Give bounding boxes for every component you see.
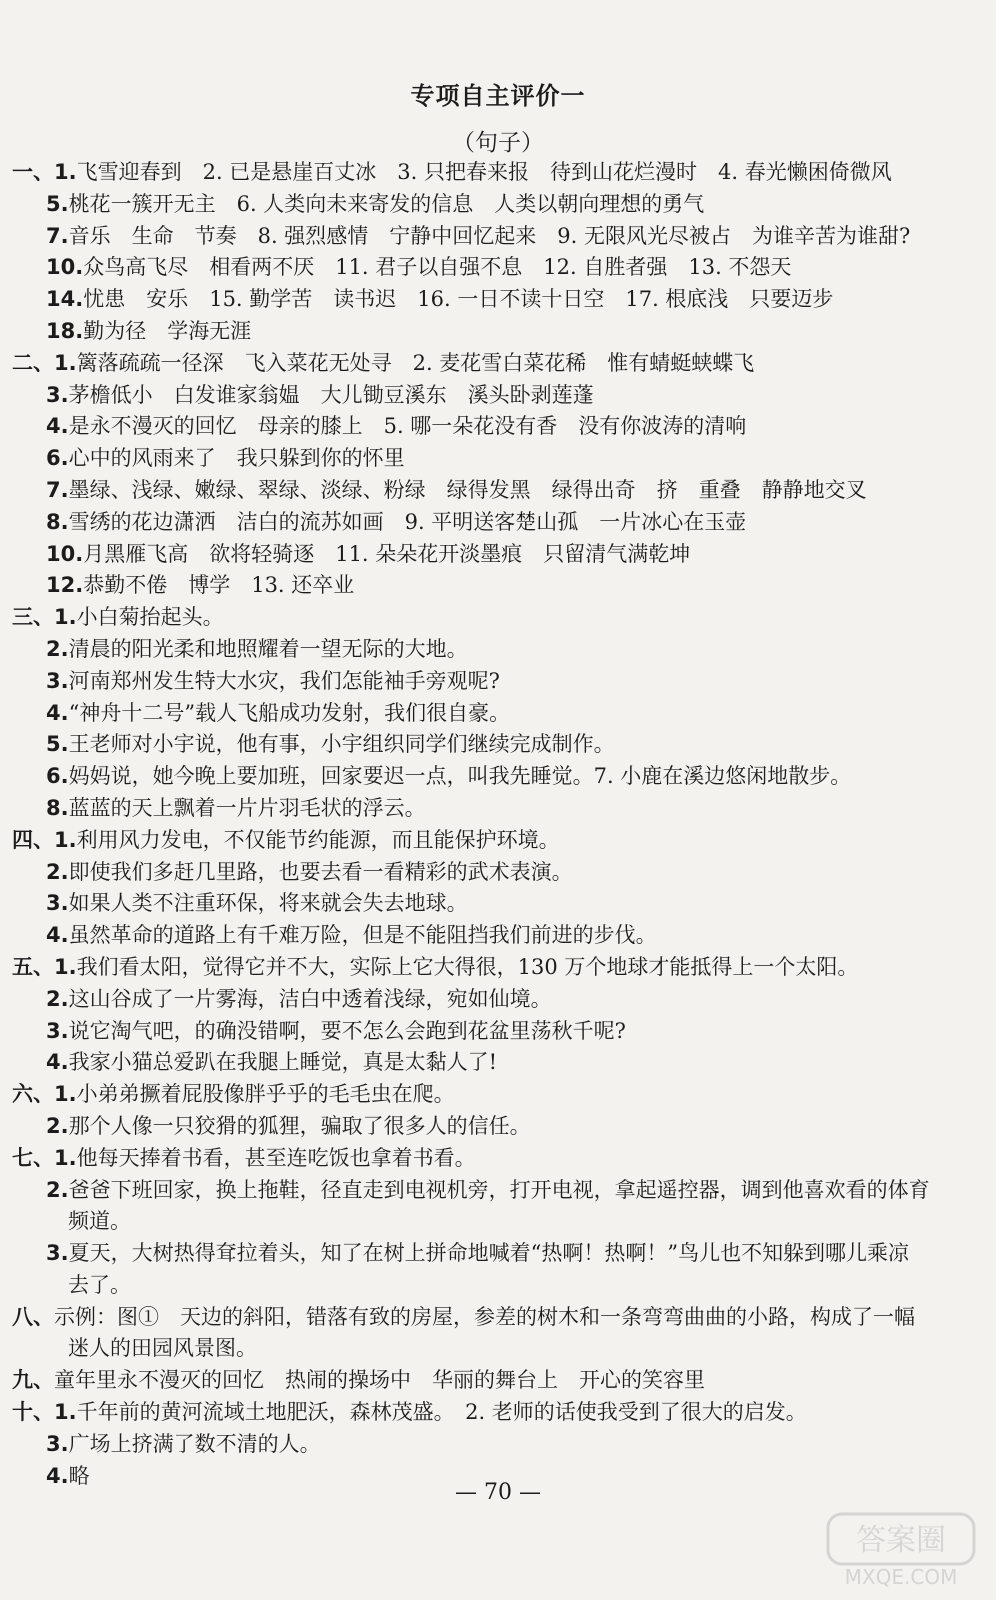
answer-text: 忧患 安乐 15. 勤学苦 读书迟 16. 一日不读十日空 17. 根底浅 只要迈步 xyxy=(83,287,834,312)
item-number: 5. xyxy=(46,191,69,216)
answer-line xyxy=(12,252,992,284)
answer-text: 童年里永不漫灭的回忆 热闹的操场中 华丽的舞台上 开心的笑容里 xyxy=(54,1368,705,1393)
item-number: 1. xyxy=(54,160,77,184)
answer-line xyxy=(12,157,992,189)
answer-text: 是永不漫灭的回忆 母亲的膝上 5. 哪一朵花没有香 没有你波涛的清响 xyxy=(68,414,747,439)
answer-line xyxy=(12,1079,992,1111)
answer-text: 桃花一簇开无主 6. 人类向未来寄发的信息 人类以朝向理想的勇气 xyxy=(68,191,705,216)
answer-line xyxy=(12,825,992,857)
item-number: 2. xyxy=(46,1177,69,1202)
answer-line xyxy=(12,539,992,571)
section-label: 八、 xyxy=(12,1304,54,1329)
answer-line xyxy=(12,1206,992,1238)
item-number: 8. xyxy=(46,509,69,534)
item-number: 4. xyxy=(46,414,69,439)
svg-text:MXQE.COM: MXQE.COM xyxy=(844,1565,958,1589)
section-label: 二、 xyxy=(12,350,54,375)
answer-line xyxy=(12,1238,992,1270)
answer-text: 飞雪迎春到 2. 已是悬崖百丈冰 3. 只把春来报 待到山花烂漫时 4. 春光懒困倚微风 xyxy=(76,160,892,184)
answer-line xyxy=(12,1047,992,1079)
section-label: 七、 xyxy=(12,1145,54,1170)
answer-line xyxy=(12,1365,992,1397)
answer-text: 心中的风雨来了 我只躲到你的怀里 xyxy=(68,446,405,471)
answer-line xyxy=(12,1333,992,1365)
answer-line xyxy=(12,1111,992,1143)
answer-text: 示例：图① 天边的斜阳，错落有致的房屋，参差的树木和一条弯弯曲曲的小路，构成了一幅 xyxy=(54,1304,915,1329)
answer-line xyxy=(12,793,992,825)
item-number: 5. xyxy=(46,732,69,757)
answer-line xyxy=(12,380,992,412)
page-title: 专项自主评价一 xyxy=(410,82,586,110)
item-number: 1. xyxy=(54,605,77,630)
page-subtitle: （句子） xyxy=(452,130,544,156)
answer-line xyxy=(12,698,992,730)
answer-text: 广场上挤满了数不清的人。 xyxy=(68,1431,321,1456)
item-number: 3. xyxy=(46,1018,69,1043)
answer-text: 迷人的田园风景图。 xyxy=(68,1336,257,1361)
item-number: 10. xyxy=(46,541,84,566)
answer-line xyxy=(12,1270,992,1302)
answer-line xyxy=(12,475,992,507)
answer-text: 去了。 xyxy=(68,1272,131,1297)
item-number: 6. xyxy=(46,764,69,789)
answer-text: 虽然革命的道路上有千难万险，但是不能阻挡我们前进的步伐。 xyxy=(68,923,657,948)
answer-line xyxy=(12,316,992,348)
answer-line xyxy=(12,570,992,602)
answer-text: 如果人类不注重环保，将来就会失去地球。 xyxy=(68,891,468,916)
item-number: 8. xyxy=(46,795,69,820)
answer-text: 这山谷成了一片雾海，洁白中透着浅绿，宛如仙境。 xyxy=(68,986,552,1011)
answer-text: 略 xyxy=(68,1463,90,1488)
answer-text: 利用风力发电，不仅能节约能源，而且能保护环境。 xyxy=(76,827,560,852)
answer-text: 恭勤不倦 博学 13. 还卒业 xyxy=(83,573,355,598)
item-number: 1. xyxy=(54,350,77,375)
section-label: 三、 xyxy=(12,605,54,630)
answer-line xyxy=(12,666,992,698)
item-number: 6. xyxy=(46,446,69,471)
answer-line xyxy=(12,888,992,920)
answer-text: 那个人像一只狡猾的狐狸，骗取了很多人的信任。 xyxy=(68,1113,531,1138)
item-number: 2. xyxy=(46,636,69,661)
answer-line xyxy=(12,284,992,316)
answer-text: 雪绣的花边潇洒 洁白的流苏如画 9. 平明送客楚山孤 一片冰心在玉壶 xyxy=(68,509,747,534)
item-number: 3. xyxy=(46,891,69,916)
answer-text: 月黑雁飞高 欲将轻骑逐 11. 朵朵花开淡墨痕 只留清气满乾坤 xyxy=(83,541,691,566)
item-number: 1. xyxy=(54,827,77,852)
answer-text: 说它淘气吧，的确没错啊，要不怎么会跑到花盆里荡秋千呢? xyxy=(68,1018,626,1043)
answer-text: 篱落疏疏一径深 飞入菜花无处寻 2. 麦花雪白菜花稀 惟有蜻蜓蛱蝶飞 xyxy=(76,350,755,375)
answer-line xyxy=(12,952,992,984)
watermark-logo-icon xyxy=(826,1510,976,1590)
answer-text: 我家小猫总爱趴在我腿上睡觉，真是太黏人了! xyxy=(68,1050,498,1075)
answer-line xyxy=(12,507,992,539)
section-label: 四、 xyxy=(12,827,54,852)
answer-text: 茅檐低小 白发谁家翁媪 大儿锄豆溪东 溪头卧剥莲蓬 xyxy=(68,382,594,407)
item-number: 1. xyxy=(54,1145,77,1170)
item-number: 1. xyxy=(54,954,77,979)
answer-text: 河南郑州发生特大水灾，我们怎能袖手旁观呢? xyxy=(68,668,500,693)
item-number: 4. xyxy=(46,1050,69,1075)
answer-line xyxy=(12,602,992,634)
item-number: 7. xyxy=(46,477,69,502)
item-number: 3. xyxy=(46,668,69,693)
answer-line xyxy=(12,443,992,475)
answer-text: “神舟十二号”载人飞船成功发射，我们很自豪。 xyxy=(68,700,511,725)
answer-line xyxy=(12,729,992,761)
answer-text: 蓝蓝的天上飘着一片片羽毛状的浮云。 xyxy=(68,795,426,820)
answer-line xyxy=(12,189,992,221)
answer-line xyxy=(12,1397,992,1429)
item-number: 4. xyxy=(46,1463,69,1488)
answer-text: 众鸟高飞尽 相看两不厌 11. 君子以自强不息 12. 自胜者强 13. 不怨天 xyxy=(83,255,792,280)
answer-content xyxy=(12,157,992,1492)
item-number: 7. xyxy=(46,223,69,248)
answer-line xyxy=(12,984,992,1016)
item-number: 3. xyxy=(46,1241,69,1266)
answer-line xyxy=(12,1143,992,1175)
item-number: 4. xyxy=(46,923,69,948)
answer-line xyxy=(12,221,992,253)
answer-text: 夏天，大树热得耷拉着头，知了在树上拼命地喊着“热啊！热啊！”鸟儿也不知躲到哪儿乘凉 xyxy=(68,1241,910,1266)
item-number: 3. xyxy=(46,382,69,407)
item-number: 3. xyxy=(46,1431,69,1456)
answer-text: 勤为径 学海无涯 xyxy=(83,318,252,343)
answer-line xyxy=(12,634,992,666)
answer-text: 小白菊抬起头。 xyxy=(76,605,224,630)
item-number: 1. xyxy=(54,1400,77,1425)
item-number: 18. xyxy=(46,318,84,343)
item-number: 12. xyxy=(46,573,84,598)
answer-text: 王老师对小宇说，他有事，小宇组织同学们继续完成制作。 xyxy=(68,732,615,757)
answer-text: 他每天捧着书看，甚至连吃饭也拿着书看。 xyxy=(76,1145,476,1170)
item-number: 2. xyxy=(46,986,69,1011)
section-label: 六、 xyxy=(12,1082,54,1107)
item-number: 2. xyxy=(46,859,69,884)
answer-line xyxy=(12,1302,992,1334)
answer-line xyxy=(12,1016,992,1048)
section-label: 五、 xyxy=(12,954,54,979)
answer-text: 小弟弟撅着屁股像胖乎乎的毛毛虫在爬。 xyxy=(76,1082,455,1107)
answer-text: 妈妈说，她今晚上要加班，回家要迟一点，叫我先睡觉。7. 小鹿在溪边悠闲地散步。 xyxy=(68,764,852,789)
answer-line xyxy=(12,348,992,380)
section-label: 九、 xyxy=(12,1368,54,1393)
answer-line xyxy=(12,761,992,793)
answer-text: 我们看太阳，觉得它并不大，实际上它大得很，130 万个地球才能抵得上一个太阳。 xyxy=(76,954,859,979)
section-label: 十、 xyxy=(12,1400,54,1425)
svg-text:答案圈: 答案圈 xyxy=(856,1523,946,1558)
answer-line xyxy=(12,411,992,443)
answer-line xyxy=(12,920,992,952)
answer-text: 墨绿、浅绿、嫩绿、翠绿、淡绿、粉绿 绿得发黑 绿得出奇 挤 重叠 静静地交叉 xyxy=(68,477,867,502)
answer-text: 爸爸下班回家，换上拖鞋，径直走到电视机旁，打开电视，拿起遥控器，调到他喜欢看的体育 xyxy=(68,1177,930,1202)
page-number: — 70 — xyxy=(455,1480,541,1505)
item-number: 2. xyxy=(46,1113,69,1138)
answer-line xyxy=(12,1175,992,1207)
answer-text: 即使我们多赶几里路，也要去看一看精彩的武术表演。 xyxy=(68,859,573,884)
answer-text: 频道。 xyxy=(68,1209,131,1234)
section-label: 一、 xyxy=(12,160,54,184)
answer-text: 音乐 生命 节奏 8. 强烈感情 宁静中回忆起来 9. 无限风光尽被占 为谁辛苦为谁甜? xyxy=(68,223,911,248)
item-number: 4. xyxy=(46,700,69,725)
answer-text: 清晨的阳光柔和地照耀着一望无际的大地。 xyxy=(68,636,468,661)
item-number: 1. xyxy=(54,1082,77,1107)
item-number: 10. xyxy=(46,255,84,280)
item-number: 14. xyxy=(46,287,84,312)
answer-line xyxy=(12,1429,992,1461)
answer-line xyxy=(12,857,992,889)
answer-text: 千年前的黄河流域土地肥沃，森林茂盛。 2. 老师的话使我受到了很大的启发。 xyxy=(76,1400,807,1425)
